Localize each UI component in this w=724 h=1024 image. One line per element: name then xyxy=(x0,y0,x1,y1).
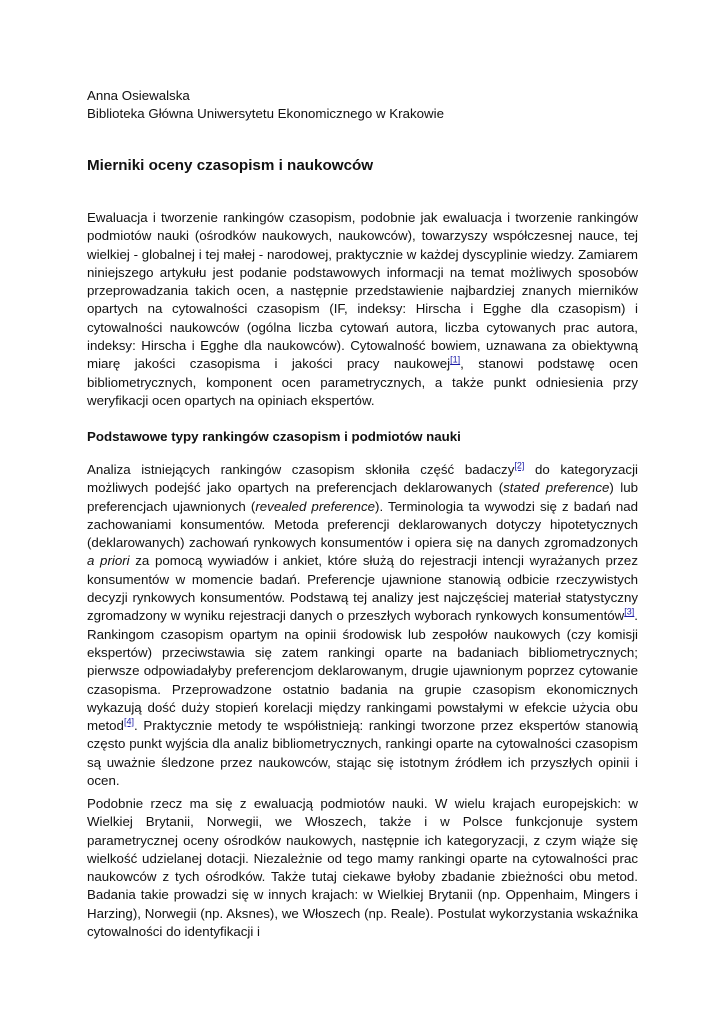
paragraph-text: , stanowi podstawę ocen bibliometrycznych, komponent ocen parametrycznych, a także punkt odniesienia przy weryfikacji ocen opartych na opiniach ekspertów. xyxy=(87,356,638,408)
italic-term-a-priori: a priori xyxy=(87,553,130,569)
italic-term-revealed: revealed preference xyxy=(255,498,376,514)
footnote-link-1[interactable]: [1] xyxy=(450,354,461,365)
author-block xyxy=(87,87,444,123)
paragraph-text: . Rankingom czasopism opartym na opinii środowisk lub zespołów naukowych (czy komisji ekspertów) przeciwstawia się zatem rankingi oparte na badaniach bibliometrycznych; pierwsze odpowiadałyby preferencjom deklarowanym, drugie ujawnionym poprzez cytowanie czasopisma. Przeprowadzone ostatnio badania na grupie czasopism ekonomicznych wykazują dość duży stopień korelacji między rankingami powstałymi w efekcie użycia obu metod xyxy=(87,608,638,734)
paragraph-text: . Praktycznie metody te współistnieją: rankingi tworzone przez ekspertów stanowią często punkt wyjścia dla analiz bibliometrycznych, rankingi oparte na cytowalności czasopism są uważnie śledzone przez naukowców, stając się istotnym źródłem ich przyszłych opinii i ocen. xyxy=(87,718,638,789)
paragraph-text: ) lub preferencjach ujawnionych ( xyxy=(87,480,638,514)
footnote-link-2[interactable]: [2] xyxy=(514,460,525,471)
section-heading: Podstawowe typy rankingów czasopism i podmiotów nauki xyxy=(87,429,461,444)
paragraph-text: do kategoryzacji możliwych podejść jako opartych na preferencjach deklarowanych ( xyxy=(87,462,638,496)
paragraph-text: ). Terminologia ta wywodzi się z badań nad zachowaniami konsumentów. Metoda preferencji deklarowanych dotyczy hipotetycznych (deklarowanych) zachowań rynkowych konsumentów i opiera się na danych zgromadzonych xyxy=(87,498,638,551)
paragraph-evaluation: Podobnie rzecz ma się z ewaluacją podmiotów nauki. W wielu krajach europejskich: w Wielkiej Brytanii, Norwegii, we Włoszech, także i w Polsce funkcjonuje system parametrycznej oceny ośrodków naukowych, następnie ich kategoryzacji, z czym wiąże się wielkość udzielanej dotacji. Niezależnie od tego mamy rankingi oparte na cytowalności prac naukowców z tych ośrodków. Także tutaj ciekawe byłoby zbadanie zbieżności obu metod. Badania takie prowadzi się w innych krajach: w Wielkiej Brytanii (np. Oppenhaim, Mingers i Harzing), Norwegii (np. Aksnes), we Włoszech (np. Reale). Postulat wykorzystania wskaźnika cytowalności do identyfikacji i xyxy=(87,796,638,940)
author-affiliation: Biblioteka Główna Uniwersytetu Ekonomicznego w Krakowie xyxy=(87,106,444,121)
article-title: Mierniki oceny czasopism i naukowców xyxy=(87,157,374,174)
paragraph-text: Ewaluacja i tworzenie rankingów czasopism, podobnie jak ewaluacja i tworzenie rankingów podmiotów nauki (ośrodków naukowych, naukowców), towarzyszy współczesnej nauce, tej wielkiej - globalnej i tej małej - narodowej, praktycznie w każdej dyscyplinie wiedzy. Zamiarem niniejszego artykułu jest podanie podstawowych informacji na temat możliwych sposobów przeprowadzania takich ocen, a następnie przedstawienie najbardziej znanych mierników opartych na cytowalności czasopism (IF, indeksy: Hirscha i Egghe dla czasopism) i cytowalności naukowców (ogólna liczba cytowań autora, liczba cytowanych prac autora, indeksy: Hirscha i Egghe dla naukowców). Cytowalność bowiem, uznawana za obiektywną miarę jakości czasopisma i jakości pracy naukowej xyxy=(87,210,638,372)
paragraph-intro xyxy=(87,209,638,410)
italic-term-stated: stated preference xyxy=(503,480,610,496)
paragraph-analysis xyxy=(87,461,638,790)
paragraph-text: za pomocą wywiadów i ankiet, które służą do rejestracji intencji wyrażanych przez konsumentów w momencie badań. Preferencje ujawnione stanowią odbicie rzeczywistych decyzji rynkowych konsumentów. Podstawą tej analizy jest najczęściej materiał statystyczny zgromadzony w wyniku rejestracji danych o przeszłych wyborach rynkowych konsumentów xyxy=(87,553,638,624)
paragraph-text: Analiza istniejących rankingów czasopism skłoniła część badaczy xyxy=(87,462,515,477)
footnote-link-4[interactable]: [4] xyxy=(123,716,134,727)
author-name: Anna Osiewalska xyxy=(87,88,190,103)
footnote-link-3[interactable]: [3] xyxy=(624,606,635,617)
